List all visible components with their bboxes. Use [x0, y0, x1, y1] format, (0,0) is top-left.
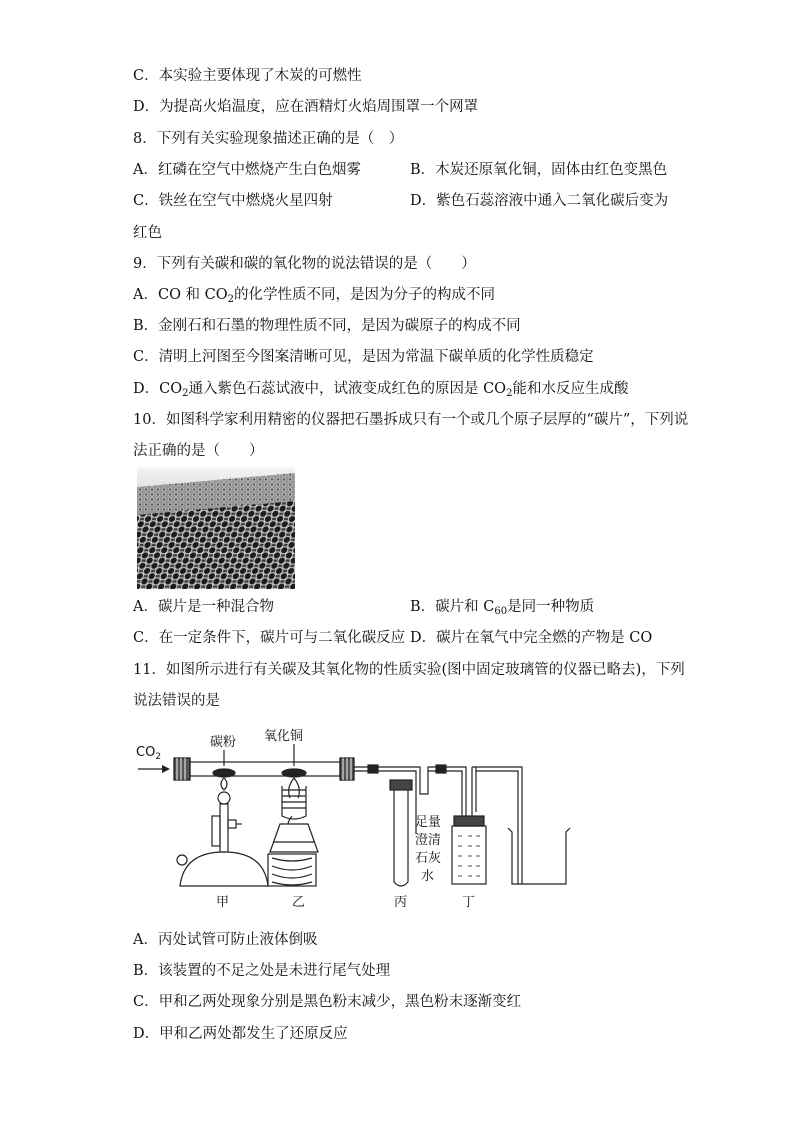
q9-option-c: C．清明上河图至今图案清晰可见，是因为常温下碳单质的化学性质稳定 — [133, 349, 594, 365]
q9-option-d-post: 能和水反应生成酸 — [512, 381, 629, 397]
q9-option-d-mid: 通入紫色石蕊试液中，试液变成红色的原因是 CO — [188, 381, 507, 397]
q11-stem-line1: 11．如图所示进行有关碳及其氧化物的性质实验(图中固定玻璃管的仪器已略去)，下列 — [133, 662, 685, 678]
q8-option-d: D．紫色石蕊溶液中通入二氧化碳后变为 — [410, 193, 669, 209]
q10-option-d: D．碳片在氧气中完全燃的产物是 CO — [410, 630, 653, 646]
q8-stem: 8．下列有关实验现象描述正确的是（ ） — [133, 131, 404, 147]
q8-option-d-continued: 红色 — [133, 225, 162, 241]
carbon-powder — [213, 769, 235, 777]
q9-option-a — [133, 285, 495, 305]
copper-oxide — [282, 769, 306, 777]
q11-option-c: C．甲和乙两处现象分别是黑色粉末减少，黑色粉末逐渐变红 — [133, 994, 522, 1010]
label-yi: 乙 — [292, 895, 306, 910]
co2-label: $CO_2$ — [136, 745, 162, 762]
q8-option-c: C．铁丝在空气中燃烧火星四射 — [133, 193, 333, 209]
q7-option-d: D．为提高火焰温度，应在酒精灯火焰周围罩一个网罩 — [133, 99, 479, 115]
q9-option-d-sub1: 2 — [182, 388, 189, 399]
q10-option-a: A．碳片是一种混合物 — [133, 599, 274, 615]
test-tube-bing — [394, 790, 408, 886]
q10-option-c: C．在一定条件下，碳片可与二氧化碳反应 — [133, 630, 406, 646]
label-jia: 甲 — [216, 895, 230, 910]
q11-option-a: A．丙处试管可防止液体倒吸 — [133, 932, 318, 948]
q11-option-d: D．甲和乙两处都发生了还原反应 — [133, 1026, 348, 1042]
q9-option-d — [133, 379, 628, 399]
q10-option-b-sub: 60 — [494, 606, 508, 617]
q7-option-c: C．本实验主要体现了木炭的可燃性 — [133, 68, 362, 84]
label-ding: 丁 — [462, 895, 476, 910]
q10-stem-line2: 法正确的是（ ） — [133, 443, 264, 459]
bottle-ding — [452, 826, 486, 884]
copper-oxide-label: 氧化铜 — [264, 729, 304, 744]
alcohol-lamp-jia — [180, 852, 268, 886]
label-bing: 丙 — [394, 895, 408, 910]
q11-option-b: B．该装置的不足之处是未进行尾气处理 — [133, 963, 391, 979]
left-stopper — [174, 758, 190, 780]
q9-stem: 9．下列有关碳和碳的氧化物的说法错误的是（ ） — [133, 256, 476, 272]
q9-option-a-pre: A．CO 和 CO — [133, 287, 228, 303]
q10-option-b-post: 是同一种物质 — [507, 599, 595, 615]
q9-option-b: B．金刚石和石墨的物理性质不同，是因为碳原子的构成不同 — [133, 318, 521, 334]
q10-stem-line1: 10．如图科学家利用精密的仪器把石墨拆成只有一个或几个原子层厚的“碳片”，下列说 — [133, 412, 689, 428]
q9-option-d-sub2: 2 — [506, 388, 513, 399]
q10-option-b — [410, 597, 594, 617]
q10-option-b-pre: B．碳片和 C — [410, 599, 495, 615]
beaker — [508, 828, 570, 884]
q9-option-a-sub: 2 — [227, 294, 235, 305]
graphene-image — [137, 467, 295, 589]
carbon-powder-label: 碳粉 — [210, 735, 237, 750]
alcohol-lamp-yi — [270, 824, 318, 852]
q8-option-a: A．红磷在空气中燃烧产生白色烟雾 — [133, 162, 361, 178]
apparatus-diagram — [132, 724, 572, 914]
q9-option-a-post: 的化学性质不同，是因为分子的构成不同 — [234, 287, 496, 303]
q9-option-d-pre: D．CO — [133, 381, 183, 397]
q11-stem-line2: 说法错误的是 — [133, 693, 220, 709]
lime-water-label: 足 量 澄 清 石 灰 水 — [415, 815, 442, 884]
q8-option-b: B．木炭还原氧化铜，固体由红色变黑色 — [410, 162, 668, 178]
glass-tube — [190, 762, 340, 776]
